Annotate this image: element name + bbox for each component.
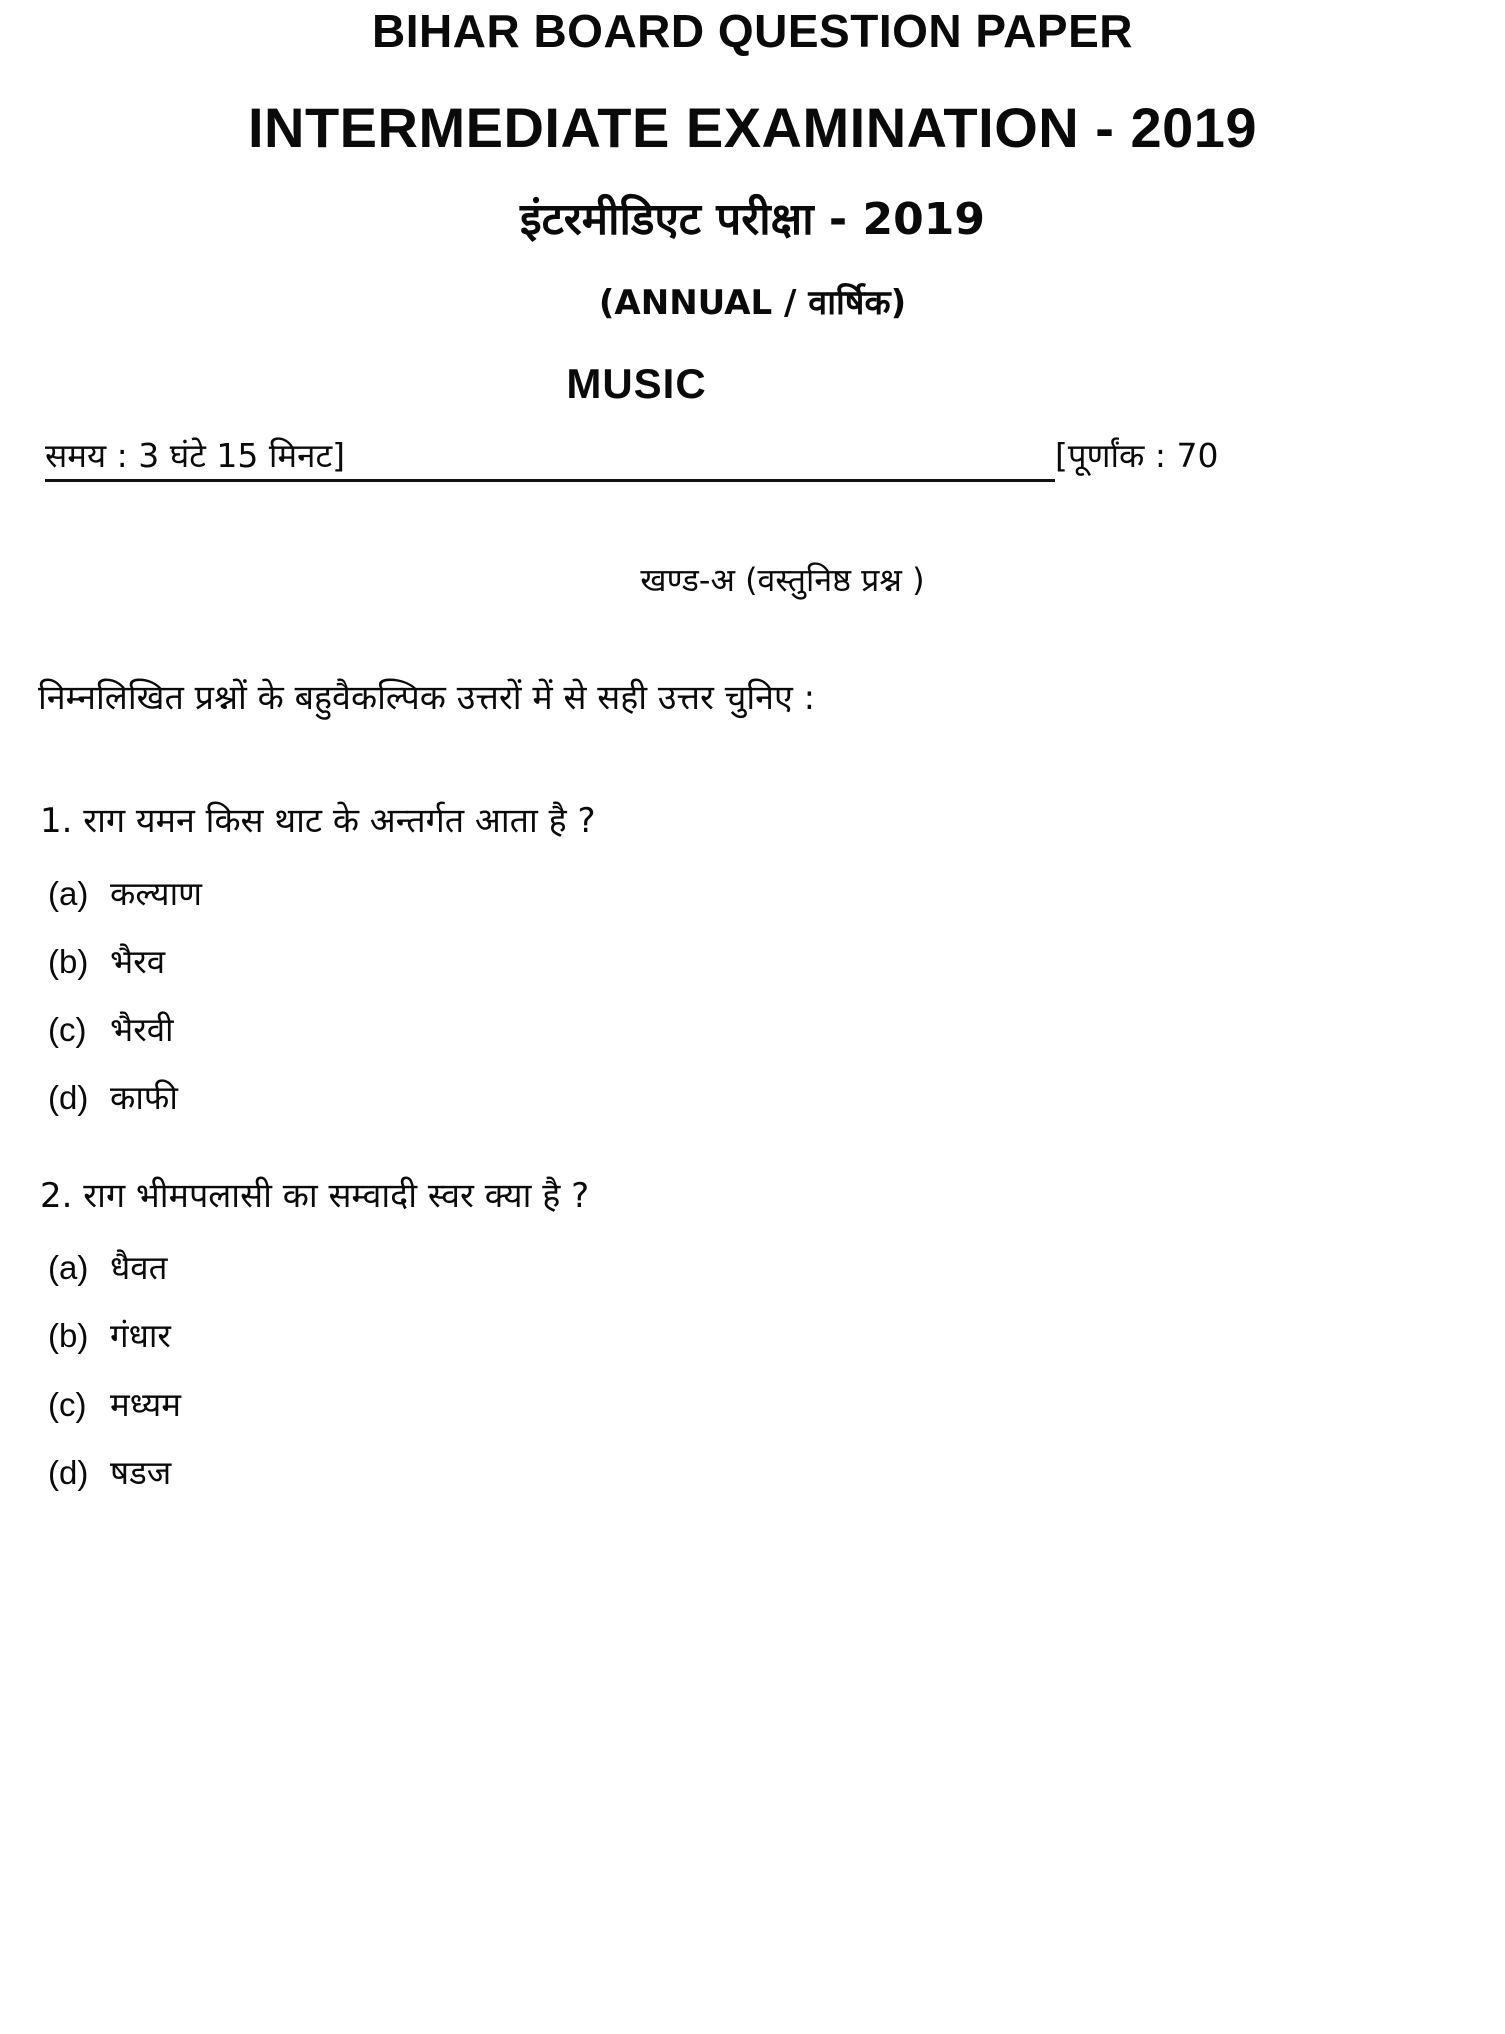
option-label: (b) — [48, 1317, 89, 1355]
question-text: 1. राग यमन किस थाट के अन्तर्गत आता है ? — [40, 801, 596, 841]
option-text: काफी — [110, 1078, 178, 1118]
option-text: कल्याण — [110, 873, 202, 913]
instruction-text: निम्नलिखित प्रश्नों के बहुवैकल्पिक उत्तरों में से सही उत्तर चुनिए : — [38, 678, 816, 718]
time-allowed-label: समय : 3 घंटे 15 मिनट] — [45, 436, 345, 475]
option-label: (a) — [48, 874, 89, 912]
exam-title-hindi: इंटरमीडिएट परीक्षा - 2019 — [520, 194, 985, 245]
answer-option[interactable] — [48, 873, 1380, 914]
option-text: गंधार — [110, 1316, 171, 1356]
exam-title-english: INTERMEDIATE EXAMINATION - 2019 — [247, 96, 1258, 159]
option-label: (c) — [48, 1011, 87, 1048]
answer-option[interactable] — [48, 1247, 1380, 1288]
question-block — [40, 1175, 1380, 1494]
option-text: भैरवी — [110, 1010, 174, 1049]
subject-title: MUSIC — [566, 360, 707, 407]
answer-option[interactable] — [48, 1009, 1380, 1050]
option-label: (d) — [48, 1079, 89, 1117]
exam-mode-label: (ANNUAL / वार्षिक) — [598, 283, 907, 323]
answer-option[interactable] — [48, 941, 1380, 982]
option-label: (c) — [48, 1385, 87, 1423]
option-text: भैरव — [110, 941, 166, 981]
full-marks-label: [पूर्णांक : 70 — [1055, 436, 1219, 475]
option-label: (d) — [48, 1453, 89, 1491]
section-heading: खण्ड-अ (वस्तुनिष्ठ प्रश्न ) — [640, 561, 925, 599]
paper-banner-title: BIHAR BOARD QUESTION PAPER — [372, 5, 1133, 57]
horizontal-rule — [45, 479, 1055, 482]
option-text: धैवत — [110, 1248, 168, 1287]
option-label: (b) — [48, 942, 89, 980]
answer-option[interactable] — [48, 1452, 1380, 1493]
time-and-marks-row — [45, 432, 1219, 484]
question-text: 2. राग भीमपलासी का सम्वादी स्वर क्या है ? — [40, 1175, 590, 1216]
question-block — [40, 800, 1380, 1119]
option-label: (a) — [48, 1249, 89, 1286]
option-text: मध्यम — [110, 1384, 182, 1424]
questions-list — [40, 800, 1380, 1549]
answer-option[interactable] — [48, 1315, 1380, 1356]
answer-option[interactable] — [48, 1384, 1380, 1425]
answer-option[interactable] — [48, 1077, 1380, 1118]
option-text: षडज — [110, 1452, 172, 1492]
